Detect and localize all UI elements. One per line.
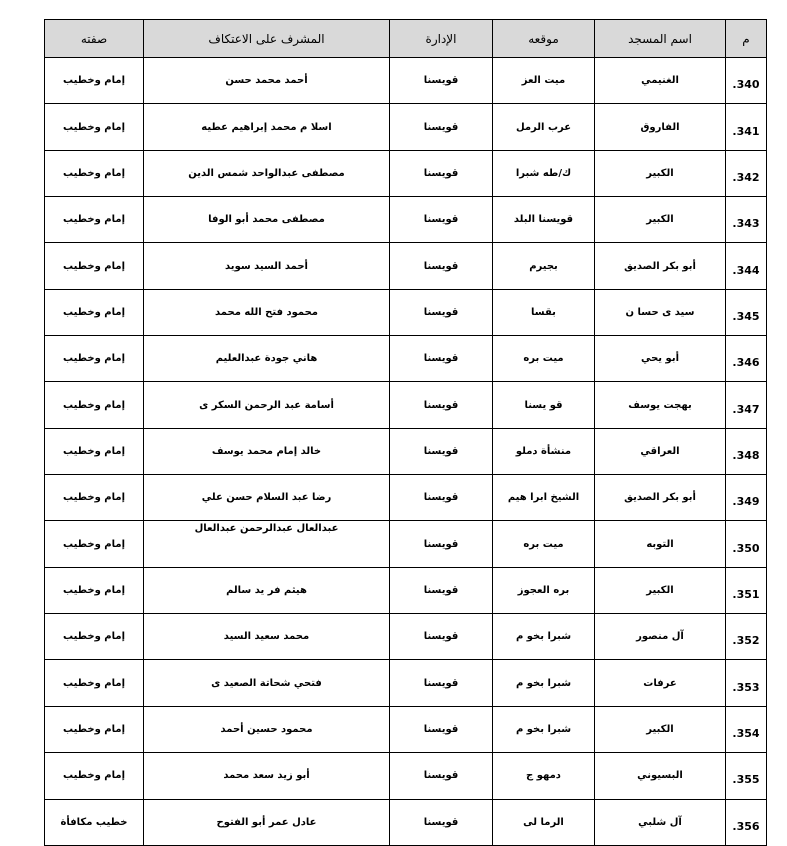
cell-supervisor: فتحي شحاتة الصعيد ى: [144, 660, 390, 706]
cell-num: 350.: [726, 521, 767, 567]
table-row: [45, 521, 767, 567]
cell-administration: قويسنا: [390, 289, 493, 335]
header-row: [45, 20, 767, 58]
cell-mosque: الغنيمي: [595, 58, 726, 104]
cell-supervisor: رضا عبد السلام حسن علي: [144, 475, 390, 521]
cell-role: إمام وخطيب: [45, 428, 144, 474]
cell-location: منشأة دملو: [493, 428, 595, 474]
cell-location: بقسا: [493, 289, 595, 335]
cell-mosque: الكبير: [595, 150, 726, 196]
cell-administration: قويسنا: [390, 243, 493, 289]
cell-supervisor: محمود حسين أحمد: [144, 706, 390, 752]
header-num: م: [726, 20, 767, 58]
cell-supervisor: عبدالعال عبدالرحمن عبدالعال: [144, 521, 390, 567]
cell-mosque: البسيوني: [595, 753, 726, 799]
cell-administration: قويسنا: [390, 614, 493, 660]
header-supervisor: المشرف على الاعتكاف: [144, 20, 390, 58]
table-row: [45, 799, 767, 845]
table-row: [45, 706, 767, 752]
cell-num: 351.: [726, 567, 767, 613]
table-row: [45, 567, 767, 613]
cell-mosque: أبو يحي: [595, 336, 726, 382]
cell-num: 345.: [726, 289, 767, 335]
cell-role: إمام وخطيب: [45, 567, 144, 613]
cell-num: 356.: [726, 799, 767, 845]
cell-mosque: الكبير: [595, 197, 726, 243]
cell-location: الشيخ ابرا هيم: [493, 475, 595, 521]
cell-location: شبرا بخو م: [493, 706, 595, 752]
cell-mosque: أبو بكر الصديق: [595, 475, 726, 521]
cell-administration: قويسنا: [390, 521, 493, 567]
table-row: [45, 289, 767, 335]
cell-num: 347.: [726, 382, 767, 428]
cell-num: 342.: [726, 150, 767, 196]
cell-location: قويسنا البلد: [493, 197, 595, 243]
cell-mosque: الفاروق: [595, 104, 726, 150]
header-role: صفته: [45, 20, 144, 58]
cell-num: 340.: [726, 58, 767, 104]
cell-role: إمام وخطيب: [45, 150, 144, 196]
cell-num: 344.: [726, 243, 767, 289]
cell-mosque: سيد ى حسا ن: [595, 289, 726, 335]
cell-supervisor: أبو زيد سعد محمد: [144, 753, 390, 799]
table-row: [45, 614, 767, 660]
cell-location: قو يسنا: [493, 382, 595, 428]
cell-location: بجيرم: [493, 243, 595, 289]
cell-supervisor: اسلا م محمد إبراهيم عطيه: [144, 104, 390, 150]
cell-administration: قويسنا: [390, 428, 493, 474]
header-administration: الإدارة: [390, 20, 493, 58]
cell-num: 354.: [726, 706, 767, 752]
cell-role: إمام وخطيب: [45, 289, 144, 335]
cell-num: 349.: [726, 475, 767, 521]
table-row: [45, 660, 767, 706]
cell-administration: قويسنا: [390, 475, 493, 521]
cell-location: عرب الرمل: [493, 104, 595, 150]
cell-supervisor: محمود فتح الله محمد: [144, 289, 390, 335]
cell-mosque: الكبير: [595, 567, 726, 613]
cell-role: إمام وخطيب: [45, 197, 144, 243]
cell-administration: قويسنا: [390, 706, 493, 752]
cell-supervisor: أحمد محمد حسن: [144, 58, 390, 104]
cell-location: ميت العز: [493, 58, 595, 104]
cell-administration: قويسنا: [390, 58, 493, 104]
cell-location: ميت بره: [493, 521, 595, 567]
cell-administration: قويسنا: [390, 660, 493, 706]
cell-supervisor: هيثم فر يد سالم: [144, 567, 390, 613]
cell-supervisor: عادل عمر أبو الفتوح: [144, 799, 390, 845]
cell-administration: قويسنا: [390, 197, 493, 243]
cell-mosque: عرفات: [595, 660, 726, 706]
header-mosque: اسم المسجد: [595, 20, 726, 58]
cell-num: 343.: [726, 197, 767, 243]
cell-mosque: آل منصور: [595, 614, 726, 660]
header-location: موقعه: [493, 20, 595, 58]
cell-location: ميت بره: [493, 336, 595, 382]
cell-location: شبرا بخو م: [493, 660, 595, 706]
cell-num: 348.: [726, 428, 767, 474]
table-row: [45, 382, 767, 428]
cell-role: إمام وخطيب: [45, 475, 144, 521]
cell-role: إمام وخطيب: [45, 382, 144, 428]
cell-num: 352.: [726, 614, 767, 660]
table-row: [45, 753, 767, 799]
cell-role: إمام وخطيب: [45, 706, 144, 752]
cell-supervisor: مصطفى محمد أبو الوفا: [144, 197, 390, 243]
cell-administration: قويسنا: [390, 753, 493, 799]
itikaf-supervisors-table: [44, 19, 767, 846]
cell-location: ك/طه شبرا: [493, 150, 595, 196]
cell-supervisor: أحمد السيد سويد: [144, 243, 390, 289]
cell-num: 346.: [726, 336, 767, 382]
table-row: [45, 243, 767, 289]
cell-role: إمام وخطيب: [45, 104, 144, 150]
cell-role: إمام وخطيب: [45, 614, 144, 660]
table-row: [45, 336, 767, 382]
cell-role: خطيب مكافأة: [45, 799, 144, 845]
table-row: [45, 197, 767, 243]
cell-location: الرما لى: [493, 799, 595, 845]
table-row: [45, 58, 767, 104]
cell-supervisor: محمد سعيد السيد: [144, 614, 390, 660]
cell-num: 341.: [726, 104, 767, 150]
cell-administration: قويسنا: [390, 382, 493, 428]
cell-mosque: العراقي: [595, 428, 726, 474]
cell-supervisor: أسامة عبد الرحمن السكر ى: [144, 382, 390, 428]
cell-mosque: الكبير: [595, 706, 726, 752]
cell-role: إمام وخطيب: [45, 336, 144, 382]
cell-administration: قويسنا: [390, 567, 493, 613]
cell-location: شبرا بخو م: [493, 614, 595, 660]
cell-num: 355.: [726, 753, 767, 799]
table-row: [45, 428, 767, 474]
cell-mosque: التوبه: [595, 521, 726, 567]
cell-role: إمام وخطيب: [45, 753, 144, 799]
cell-location: دمهو ج: [493, 753, 595, 799]
table-row: [45, 150, 767, 196]
table-row: [45, 104, 767, 150]
cell-administration: قويسنا: [390, 150, 493, 196]
cell-mosque: أبو بكر الصديق: [595, 243, 726, 289]
table-row: [45, 475, 767, 521]
cell-supervisor: مصطفى عبدالواحد شمس الدين: [144, 150, 390, 196]
cell-administration: قويسنا: [390, 104, 493, 150]
cell-role: إمام وخطيب: [45, 521, 144, 567]
cell-mosque: بهجت يوسف: [595, 382, 726, 428]
table-body: [45, 58, 767, 846]
cell-location: بره العجوز: [493, 567, 595, 613]
cell-supervisor: خالد إمام محمد يوسف: [144, 428, 390, 474]
cell-num: 353.: [726, 660, 767, 706]
cell-administration: قويسنا: [390, 799, 493, 845]
cell-supervisor: هاني جودة عبدالعليم: [144, 336, 390, 382]
cell-role: إمام وخطيب: [45, 58, 144, 104]
cell-mosque: آل شلبي: [595, 799, 726, 845]
cell-role: إمام وخطيب: [45, 243, 144, 289]
cell-role: إمام وخطيب: [45, 660, 144, 706]
cell-administration: قويسنا: [390, 336, 493, 382]
